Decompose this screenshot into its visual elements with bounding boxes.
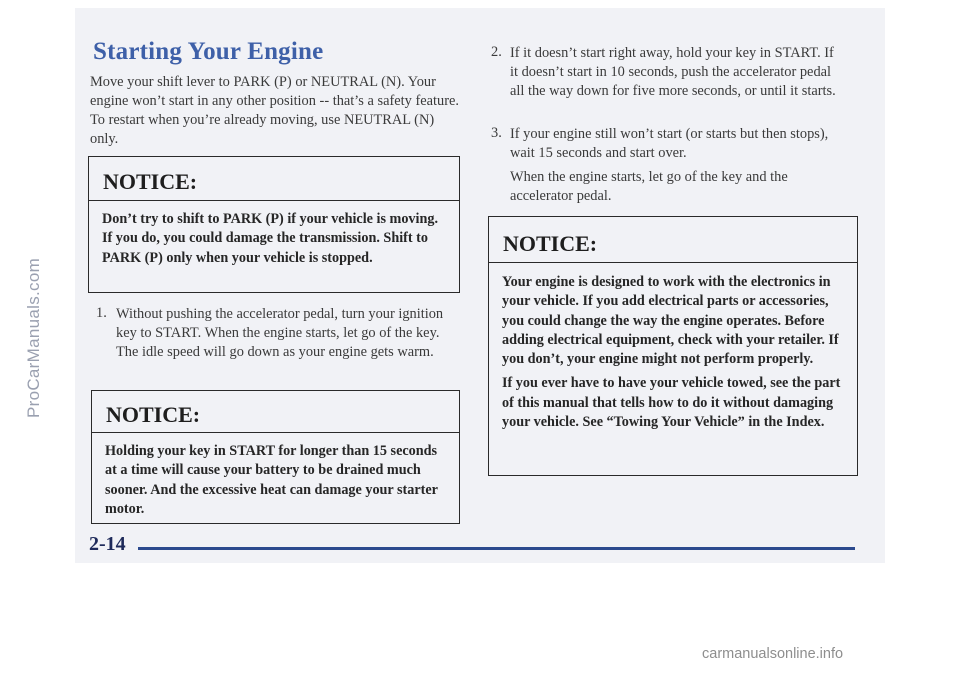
footer-rule: [138, 547, 855, 550]
step-text: Without pushing the accelerator pedal, turn your ignition key to START. When the engine starts, let go of the key. The idle speed will go down as your engine gets warm.: [116, 306, 444, 360]
after-steps-paragraph: When the engine starts, let go of the key and the accelerator pedal.: [510, 169, 788, 204]
notice-body: [92, 433, 459, 519]
notice-text: Holding your key in START for longer than 15 seconds at a time will cause your battery to be drained much sooner. And the excessive heat can damage your starter motor.: [105, 443, 438, 517]
notice-heading: NOTICE:: [92, 391, 459, 433]
notice-body: [489, 263, 857, 432]
notice-heading: NOTICE:: [489, 217, 857, 263]
step-number: 1.: [96, 305, 107, 321]
step-text: If it doesn’t start right away, hold your key in START. If it doesn’t start in 10 seconds, push the accelerator pedal all the way down for five more seconds, or until it starts.: [510, 45, 836, 99]
notice-text: If you ever have to have your vehicle towed, see the part of this manual that tells how to do it without damaging your vehicle. See “Towing Your Vehicle” in the Index.: [502, 375, 841, 431]
notice-box-starter: [91, 390, 460, 524]
notice-body: [89, 201, 459, 268]
step-text: If your engine still won’t start (or starts but then stops), wait 15 seconds and start over.: [510, 126, 829, 161]
page-title: Starting Your Engine: [93, 38, 324, 65]
notice-text: Your engine is designed to work with the electronics in your vehicle. If you add electrical parts or accessories, you could change the way the engine operates. Before adding electrical equipment, check with your retailer. If you don’t, your engine might not perform properly.: [502, 274, 839, 368]
page-number: 2-14: [89, 533, 126, 555]
notice-box-shift: [88, 156, 460, 293]
step-number: 3.: [491, 125, 502, 141]
notice-box-electrical: [488, 216, 858, 476]
watermark: ProCarManuals.com: [24, 257, 43, 418]
step-number: 2.: [491, 44, 502, 60]
notice-text: Don’t try to shift to PARK (P) if your vehicle is moving. If you do, you could damage the transmission. Shift to PARK (P) only when your vehicle is stopped.: [102, 211, 438, 266]
notice-heading: NOTICE:: [89, 157, 459, 201]
intro-paragraph: Move your shift lever to PARK (P) or NEUTRAL (N). Your engine won’t start in any other position -- that’s a safety feature. To restart when you’re already moving, use NEUTRAL (N) only.: [90, 74, 459, 147]
site-logo: carmanualsonline.info: [702, 646, 844, 662]
